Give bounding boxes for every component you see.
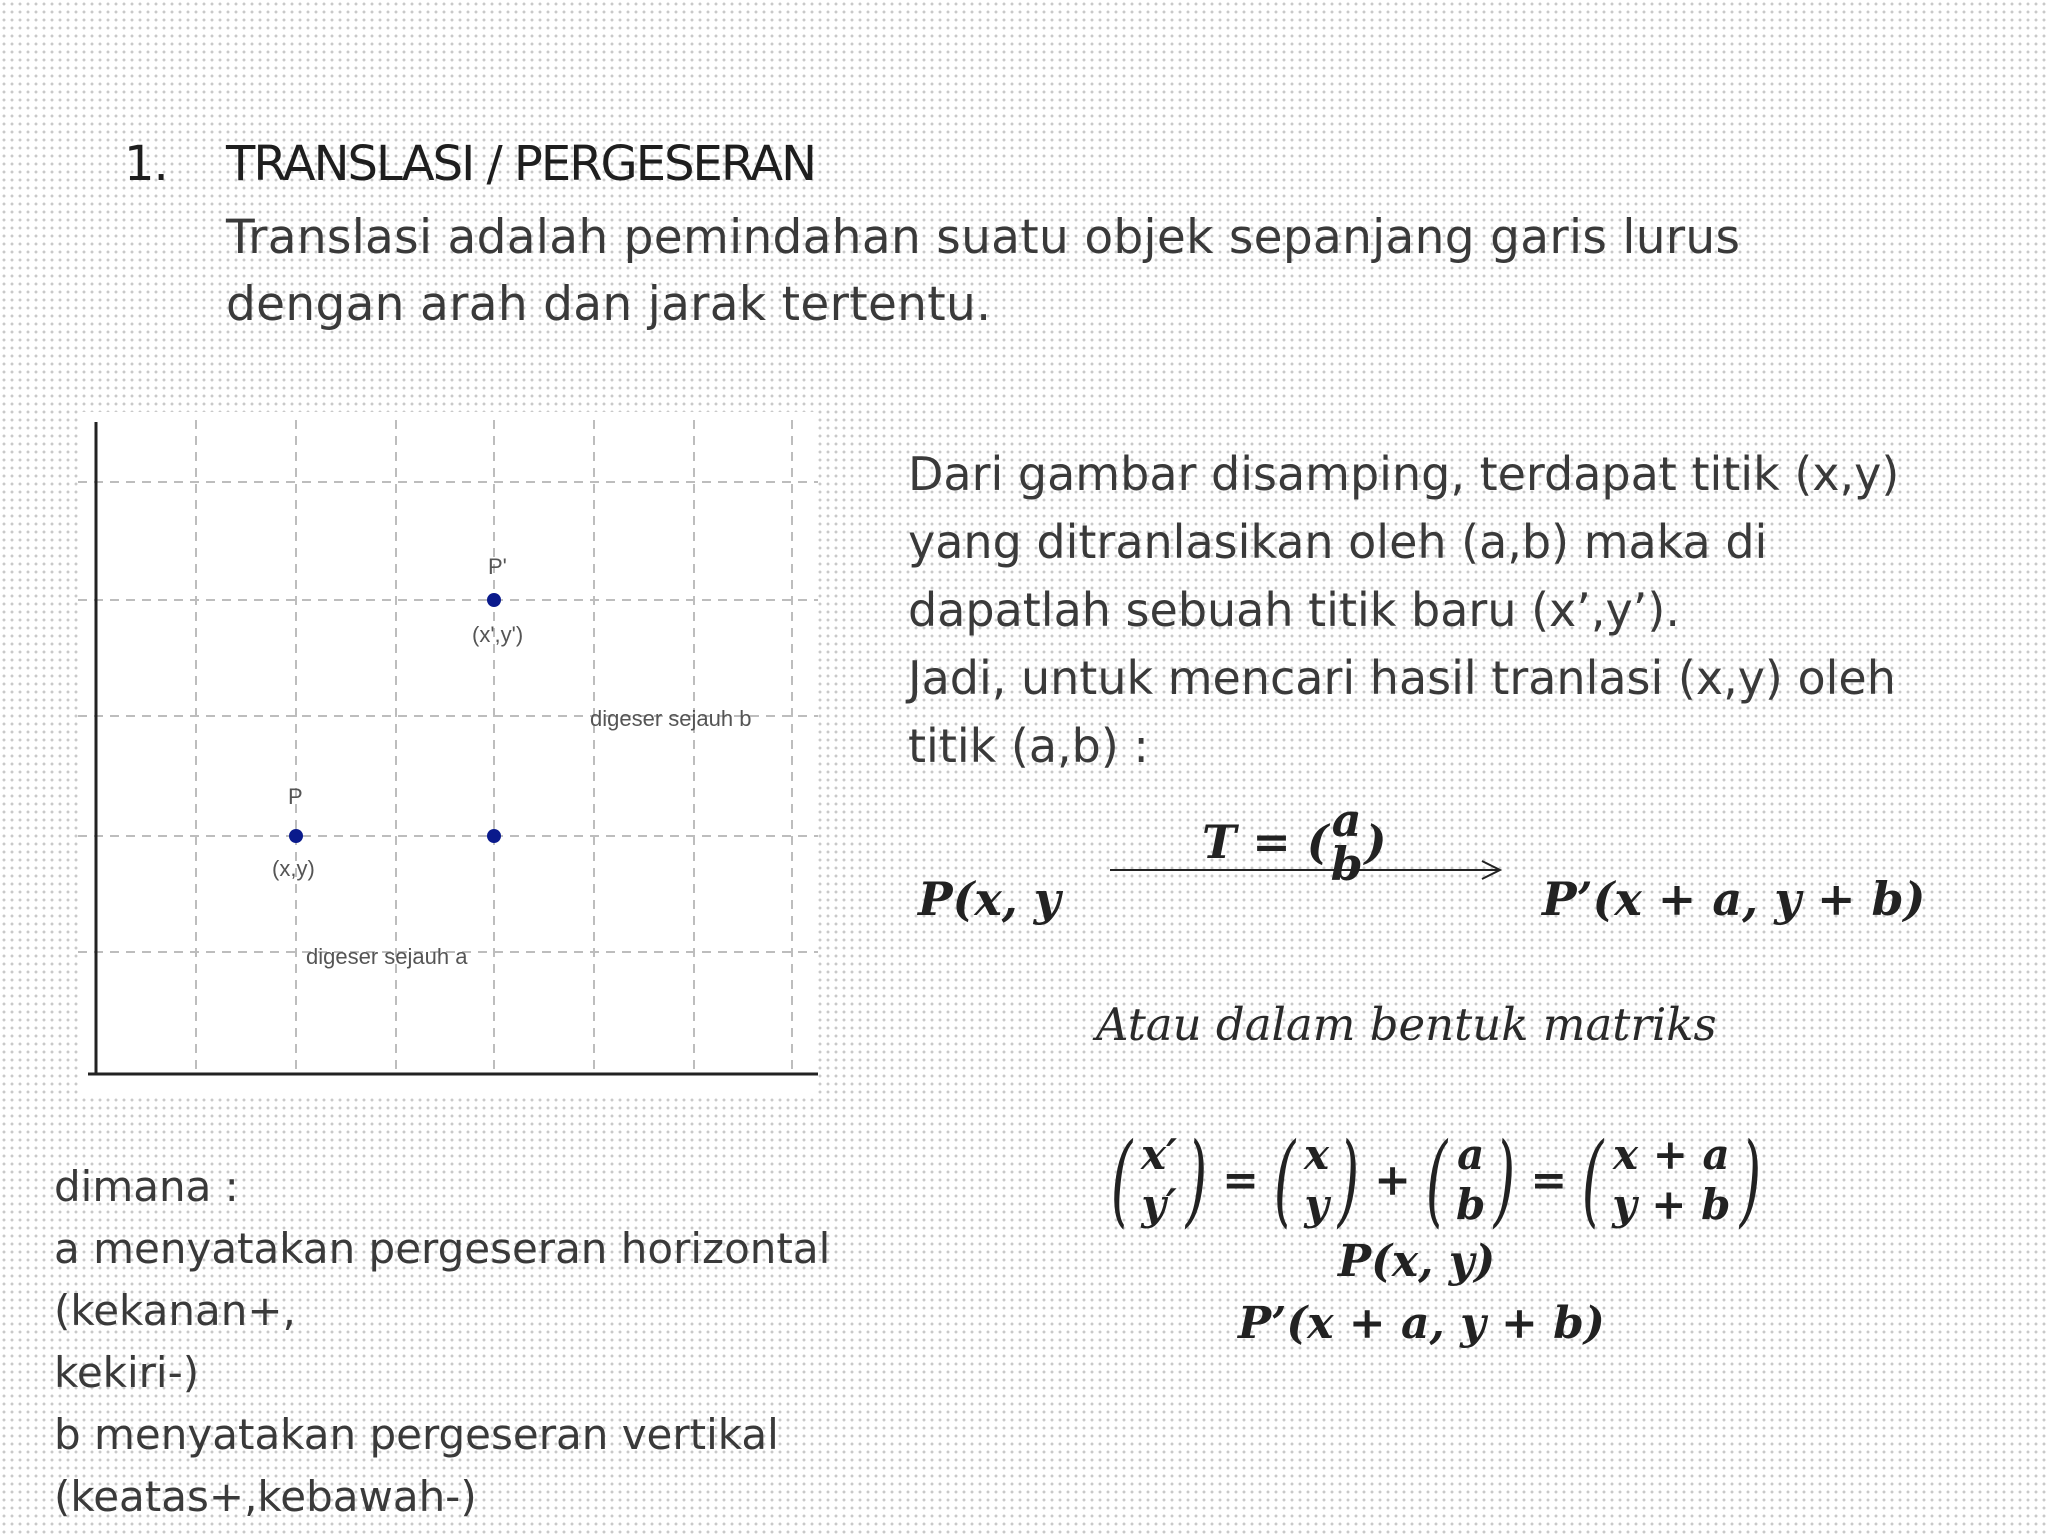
- dimana-line: b menyatakan pergeseran vertikal: [54, 1410, 779, 1459]
- graph-svg: [78, 412, 818, 1094]
- matrix-cell: y: [1304, 1180, 1329, 1229]
- label-shift-a: digeser sejauh a: [306, 944, 468, 969]
- matrix-cell: x + a: [1613, 1130, 1730, 1179]
- paren-open: (: [1582, 1121, 1604, 1238]
- point-before: P(x, y: [918, 872, 1061, 926]
- description-line: yang ditranlasikan oleh (a,b) maka di: [908, 515, 1768, 569]
- formula-p: P(x, y): [1338, 1236, 1496, 1287]
- matrix-x-prime: [1141, 1130, 1177, 1230]
- plus-sign: +: [1374, 1154, 1411, 1206]
- equals-sign: =: [1222, 1154, 1260, 1206]
- label-p-prime: P': [488, 554, 507, 579]
- point-shift-a: [487, 829, 501, 843]
- label-p: P: [288, 784, 303, 809]
- paren-open: (: [1110, 1121, 1133, 1238]
- matrix-cell: y′: [1141, 1180, 1177, 1229]
- heading-title: TRANSLASI / PERGESERAN: [226, 136, 816, 192]
- matrix-caption: Atau dalam bentuk matriks: [1096, 998, 1717, 1051]
- point-after: P’(x + a, y + b): [1542, 872, 1926, 926]
- grid-lines: [78, 420, 818, 1072]
- matrix-ab: [1456, 1130, 1485, 1230]
- point-p-prime: [487, 593, 501, 607]
- label-p-coord: (x,y): [272, 856, 315, 881]
- matrix-cell: x: [1304, 1130, 1330, 1179]
- equals-sign: =: [1530, 1154, 1568, 1206]
- dimana-notes: [54, 1156, 1054, 1528]
- description-line: Jadi, untuk mencari hasil tranlasi (x,y) oleh: [908, 651, 1896, 705]
- description-line: Dari gambar disamping, terdapat titik (x,y): [908, 447, 1900, 501]
- label-shift-b: digeser sejauh b: [590, 706, 752, 731]
- dimana-line: dimana :: [54, 1162, 239, 1211]
- point-p: [289, 829, 303, 843]
- description-line: titik (a,b) :: [908, 719, 1149, 773]
- paren-open: (: [1273, 1121, 1296, 1238]
- heading-number: 1.: [124, 136, 168, 192]
- label-p-prime-coord: (x',y'): [472, 622, 524, 647]
- paren-close: ): [1494, 1121, 1516, 1238]
- dimana-line: (keatas+,kebawah-): [54, 1472, 477, 1521]
- description: [908, 440, 1928, 780]
- dimana-line: kekiri-): [54, 1348, 200, 1397]
- intro-text: Translasi adalah pemindahan suatu objek sepanjang garis lurus dengan arah dan jarak tertentu.: [226, 210, 1741, 332]
- paren-close: ): [1185, 1121, 1208, 1238]
- matrix-result: [1612, 1130, 1730, 1230]
- matrix-x: [1304, 1130, 1329, 1230]
- paren-close: ): [1337, 1121, 1360, 1238]
- matrix-cell: x′: [1141, 1130, 1178, 1179]
- formula-p-prime: P’(x + a, y + b): [1238, 1298, 1605, 1349]
- description-line: dapatlah sebuah titik baru (x’,y’).: [908, 583, 1680, 637]
- matrix-cell: b: [1456, 1180, 1486, 1229]
- translation-graph: [78, 412, 818, 1094]
- t-label: T = (: [1202, 815, 1329, 869]
- translation-arrow: [1108, 858, 1508, 882]
- t-bottom: b: [1330, 837, 1363, 891]
- t-top: a: [1331, 793, 1362, 847]
- t-close: ): [1364, 815, 1387, 869]
- matrix-cell: a: [1457, 1130, 1485, 1179]
- paren-close: ): [1739, 1121, 1761, 1238]
- matrix-cell: y + b: [1612, 1180, 1731, 1229]
- dimana-line: a menyatakan pergeseran horizontal (kekanan+,: [54, 1224, 831, 1335]
- paren-open: (: [1425, 1121, 1448, 1238]
- matrix-equation: [1102, 1120, 1770, 1240]
